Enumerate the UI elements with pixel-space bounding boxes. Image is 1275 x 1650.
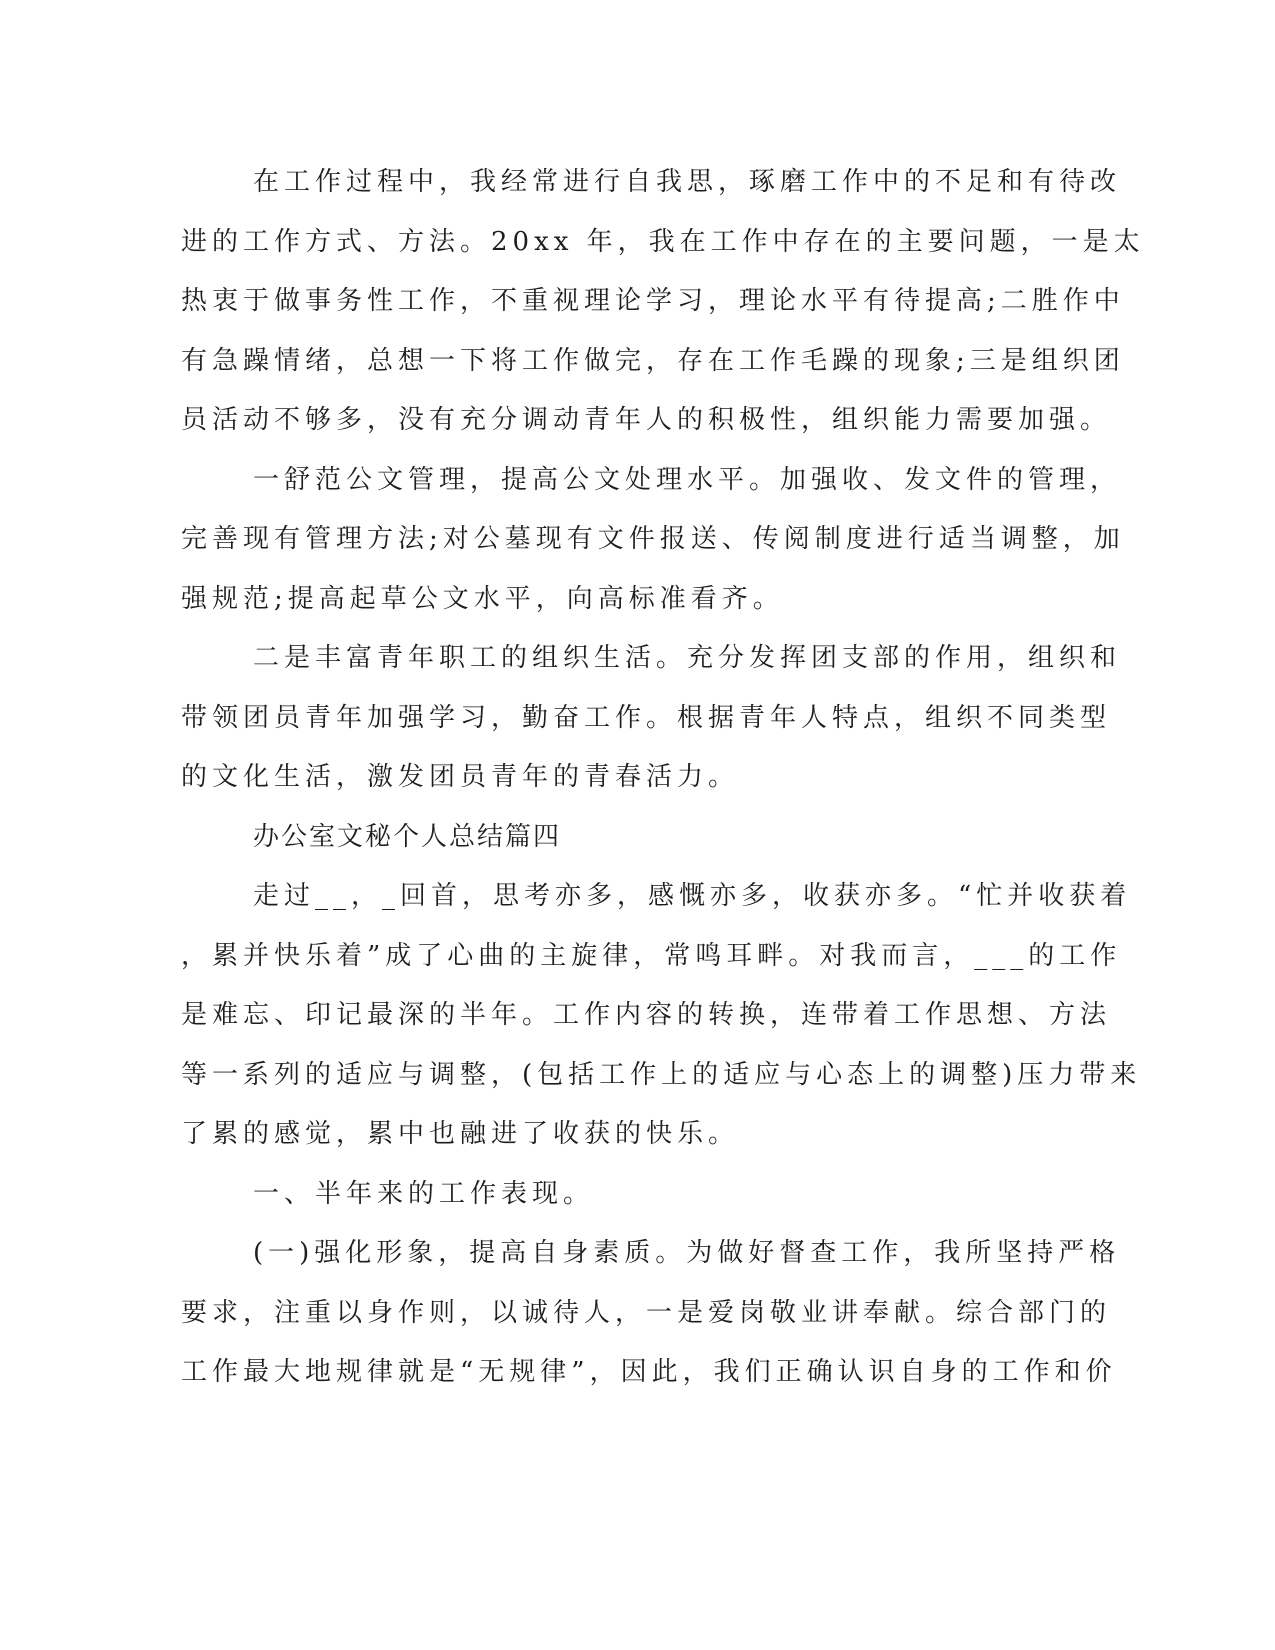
paragraph-3-line-1: 二是丰富青年职工的组织生活。充分发挥团支部的作用，组织和 [253,643,1122,673]
paragraph-1-line-2: 进的工作方式、方法。20xx 年，我在工作中存在的主要问题，一是太 [181,226,1145,257]
paragraph-3-line-3: 的文化生活，激发团员青年的青春活力。 [181,762,740,792]
paragraph-5-line-2: ，累并快乐着”成了心曲的主旋律，常鸣耳畔。对我而言，___的工作 [181,940,1122,971]
paragraph-2-line-3: 强规范;提高起草公文水平，向高标准看齐。 [181,583,784,614]
paragraph-3-line-2: 带领团员青年加强学习，勤奋工作。根据青年人特点，组织不同类型 [181,702,1112,733]
paragraph-7-line-1: (一)强化形象，提高自身素质。为做好督查工作，我所坚持严格 [253,1238,1121,1268]
paragraph-1-line-5: 员活动不够多，没有充分调动青年人的积极性，组织能力需要加强。 [181,405,1112,435]
paragraph-1-line-4: 有急躁情绪，总想一下将工作做完，存在工作毛躁的现象;三是组织团 [181,345,1125,376]
paragraph-1-line-1: 在工作过程中，我经常进行自我思，琢磨工作中的不足和有待改 [253,167,1122,197]
document-body [181,159,1145,1409]
paragraph-5-line-5: 了累的感觉，累中也融进了收获的快乐。 [181,1119,740,1149]
paragraph-2-line-2: 完善现有管理方法;对公墓现有文件报送、传阅制度进行适当调整，加 [181,524,1125,554]
paragraph-5-line-4: 等一系列的适应与调整，(包括工作上的适应与心态上的调整)压力带来 [181,1059,1142,1090]
paragraph-1-line-3: 热衷于做事务性工作，不重视理论学习，理论水平有待提高;二胜作中 [181,286,1125,316]
paragraph-2-line-1: 一舒范公文管理，提高公文处理水平。加强收、发文件的管理， [253,464,1122,495]
paragraph-5-line-3: 是难忘、印记最深的半年。工作内容的转换，连带着工作思想、方法 [181,1000,1112,1030]
subheading-work-performance: 一、半年来的工作表现。 [253,1178,595,1209]
paragraph-7-line-3: 工作最大地规律就是“无规律”，因此，我们正确认识自身的工作和价 [181,1357,1117,1387]
section-heading: 办公室文秘个人总结篇四 [253,821,562,852]
paragraph-5-line-1: 走过__，_回首，思考亦多，感慨亦多，收获亦多。“忙并收获着 [253,881,1132,911]
paragraph-7-line-2: 要求，注重以身作则，以诚待人，一是爱岗敬业讲奉献。综合部门的 [181,1297,1112,1328]
